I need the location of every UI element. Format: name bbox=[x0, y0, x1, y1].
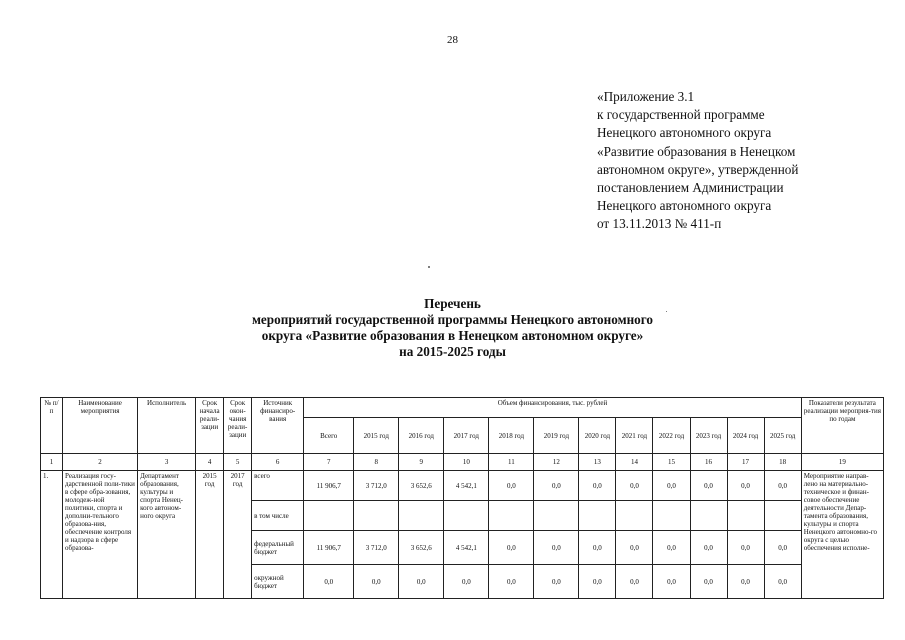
value-cell: 3 712,0 bbox=[354, 471, 399, 501]
column-number: 8 bbox=[354, 454, 399, 471]
document-title bbox=[0, 296, 905, 360]
column-number: 10 bbox=[444, 454, 489, 471]
header-source: Источник финансиро-вания bbox=[252, 398, 304, 454]
value-cell: 0,0 bbox=[764, 471, 801, 501]
activity-end: 2017 год bbox=[224, 471, 252, 599]
activities-table bbox=[40, 397, 884, 599]
value-cell: 11 906,7 bbox=[304, 531, 354, 565]
header-year: 2015 год bbox=[354, 418, 399, 454]
value-cell: 4 542,1 bbox=[444, 531, 489, 565]
table-row bbox=[41, 471, 884, 501]
header-year: 2016 год bbox=[399, 418, 444, 454]
value-cell bbox=[444, 501, 489, 531]
activity-name: Реализация госу-дарственной поли-тики в сфере обра-зования, молодеж-ной политики, спорта и дополни-тельного образова-ния, обеспечение контроля и надзора в сфере образова- bbox=[63, 471, 138, 599]
header-start: Срок начала реали-зации bbox=[196, 398, 224, 454]
value-cell: 3 652,6 bbox=[399, 471, 444, 501]
value-cell: 0,0 bbox=[616, 471, 653, 501]
header-year: 2020 год bbox=[579, 418, 616, 454]
value-cell: 0,0 bbox=[690, 471, 727, 501]
value-cell bbox=[653, 501, 690, 531]
value-cell bbox=[354, 501, 399, 531]
column-number: 11 bbox=[489, 454, 534, 471]
activity-executor: Департамент образования, культуры и спорта Ненец-кого автоном-ного округа bbox=[138, 471, 196, 599]
source-cell: федеральный бюджет bbox=[252, 531, 304, 565]
value-cell: 0,0 bbox=[399, 565, 444, 599]
value-cell: 0,0 bbox=[764, 565, 801, 599]
header-year: 2024 год bbox=[727, 418, 764, 454]
value-cell: 0,0 bbox=[727, 471, 764, 501]
value-cell: 3 712,0 bbox=[354, 531, 399, 565]
value-cell bbox=[534, 501, 579, 531]
value-cell: 0,0 bbox=[579, 565, 616, 599]
value-cell bbox=[399, 501, 444, 531]
scan-speck bbox=[428, 266, 430, 268]
page-number: 28 bbox=[447, 34, 458, 46]
value-cell: 4 542,1 bbox=[444, 471, 489, 501]
column-number: 17 bbox=[727, 454, 764, 471]
value-cell: 0,0 bbox=[489, 531, 534, 565]
appendix-line: к государственной программе bbox=[597, 107, 765, 123]
column-number: 14 bbox=[616, 454, 653, 471]
value-cell: 0,0 bbox=[727, 565, 764, 599]
value-cell: 0,0 bbox=[653, 565, 690, 599]
value-cell bbox=[304, 501, 354, 531]
header-year: 2025 год bbox=[764, 418, 801, 454]
header-year: 2019 год bbox=[534, 418, 579, 454]
appendix-line: автономном округе», утвержденной bbox=[597, 161, 799, 177]
appendix-line: от 13.11.2013 № 411-п bbox=[597, 216, 722, 232]
value-cell: 0,0 bbox=[653, 471, 690, 501]
value-cell: 11 906,7 bbox=[304, 471, 354, 501]
column-number: 4 bbox=[196, 454, 224, 471]
activity-start: 2015 год bbox=[196, 471, 224, 599]
column-number: 12 bbox=[534, 454, 579, 471]
column-number: 6 bbox=[252, 454, 304, 471]
header-funding: Объем финансирования, тыс. рублей bbox=[304, 398, 802, 418]
column-number: 19 bbox=[801, 454, 883, 471]
column-number: 13 bbox=[579, 454, 616, 471]
column-number: 18 bbox=[764, 454, 801, 471]
header-executor: Исполнитель bbox=[138, 398, 196, 454]
header-year: 2021 год bbox=[616, 418, 653, 454]
appendix-line: «Развитие образования в Ненецком bbox=[597, 143, 796, 159]
title-line: мероприятий государственной программы Ненецкого автономного bbox=[251, 312, 654, 327]
value-cell: 0,0 bbox=[579, 531, 616, 565]
title-line: на 2015-2025 годы bbox=[399, 344, 506, 359]
value-cell: 0,0 bbox=[489, 471, 534, 501]
value-cell: 0,0 bbox=[579, 471, 616, 501]
value-cell: 0,0 bbox=[616, 565, 653, 599]
value-cell bbox=[616, 501, 653, 531]
appendix-line: Ненецкого автономного округа bbox=[597, 198, 772, 214]
column-number: 5 bbox=[224, 454, 252, 471]
column-number: 3 bbox=[138, 454, 196, 471]
header-year: 2017 год bbox=[444, 418, 489, 454]
activity-indicator: Мероприятие направ-лено на материально-техническое и финан-совое обеспечение деятельности Депар-тамента образования, культуры и спорта Ненецкого автономно-го округа с целью обеспечения исполне- bbox=[801, 471, 883, 599]
value-cell bbox=[764, 501, 801, 531]
source-cell: всего bbox=[252, 471, 304, 501]
value-cell: 0,0 bbox=[764, 531, 801, 565]
value-cell bbox=[727, 501, 764, 531]
value-cell: 0,0 bbox=[727, 531, 764, 565]
value-cell: 0,0 bbox=[489, 565, 534, 599]
header-num: № п/п bbox=[41, 398, 63, 454]
column-number-row bbox=[41, 454, 884, 471]
value-cell: 0,0 bbox=[653, 531, 690, 565]
header-year: 2023 год bbox=[690, 418, 727, 454]
row-num: 1. bbox=[41, 471, 63, 599]
column-number: 2 bbox=[63, 454, 138, 471]
header-total: Всего bbox=[304, 418, 354, 454]
column-number: 15 bbox=[653, 454, 690, 471]
header-indicators: Показатели результата реализации мероприя-тия по годам bbox=[801, 398, 883, 454]
value-cell: 0,0 bbox=[690, 565, 727, 599]
header-year: 2018 год bbox=[489, 418, 534, 454]
value-cell: 0,0 bbox=[304, 565, 354, 599]
column-number: 9 bbox=[399, 454, 444, 471]
value-cell: 3 652,6 bbox=[399, 531, 444, 565]
value-cell: 0,0 bbox=[534, 471, 579, 501]
value-cell bbox=[489, 501, 534, 531]
header-name: Наименование мероприятия bbox=[63, 398, 138, 454]
value-cell: 0,0 bbox=[534, 531, 579, 565]
value-cell: 0,0 bbox=[616, 531, 653, 565]
column-number: 16 bbox=[690, 454, 727, 471]
header-year: 2022 год bbox=[653, 418, 690, 454]
appendix-line: «Приложение 3.1 bbox=[597, 89, 695, 104]
value-cell: 0,0 bbox=[690, 531, 727, 565]
value-cell: 0,0 bbox=[354, 565, 399, 599]
value-cell bbox=[690, 501, 727, 531]
title-line: округа «Развитие образования в Ненецком автономном округе» bbox=[261, 328, 644, 343]
value-cell: 0,0 bbox=[444, 565, 489, 599]
column-number: 1 bbox=[41, 454, 63, 471]
column-number: 7 bbox=[304, 454, 354, 471]
appendix-line: постановлением Администрации bbox=[597, 180, 784, 196]
value-cell: 0,0 bbox=[534, 565, 579, 599]
appendix-line: Ненецкого автономного округа bbox=[597, 125, 772, 141]
value-cell bbox=[579, 501, 616, 531]
title-line: Перечень bbox=[424, 296, 481, 311]
source-cell: окружной бюджет bbox=[252, 565, 304, 599]
source-cell: в том числе bbox=[252, 501, 304, 531]
header-end: Срок окон-чания реали-зации bbox=[224, 398, 252, 454]
appendix-note bbox=[597, 88, 798, 234]
